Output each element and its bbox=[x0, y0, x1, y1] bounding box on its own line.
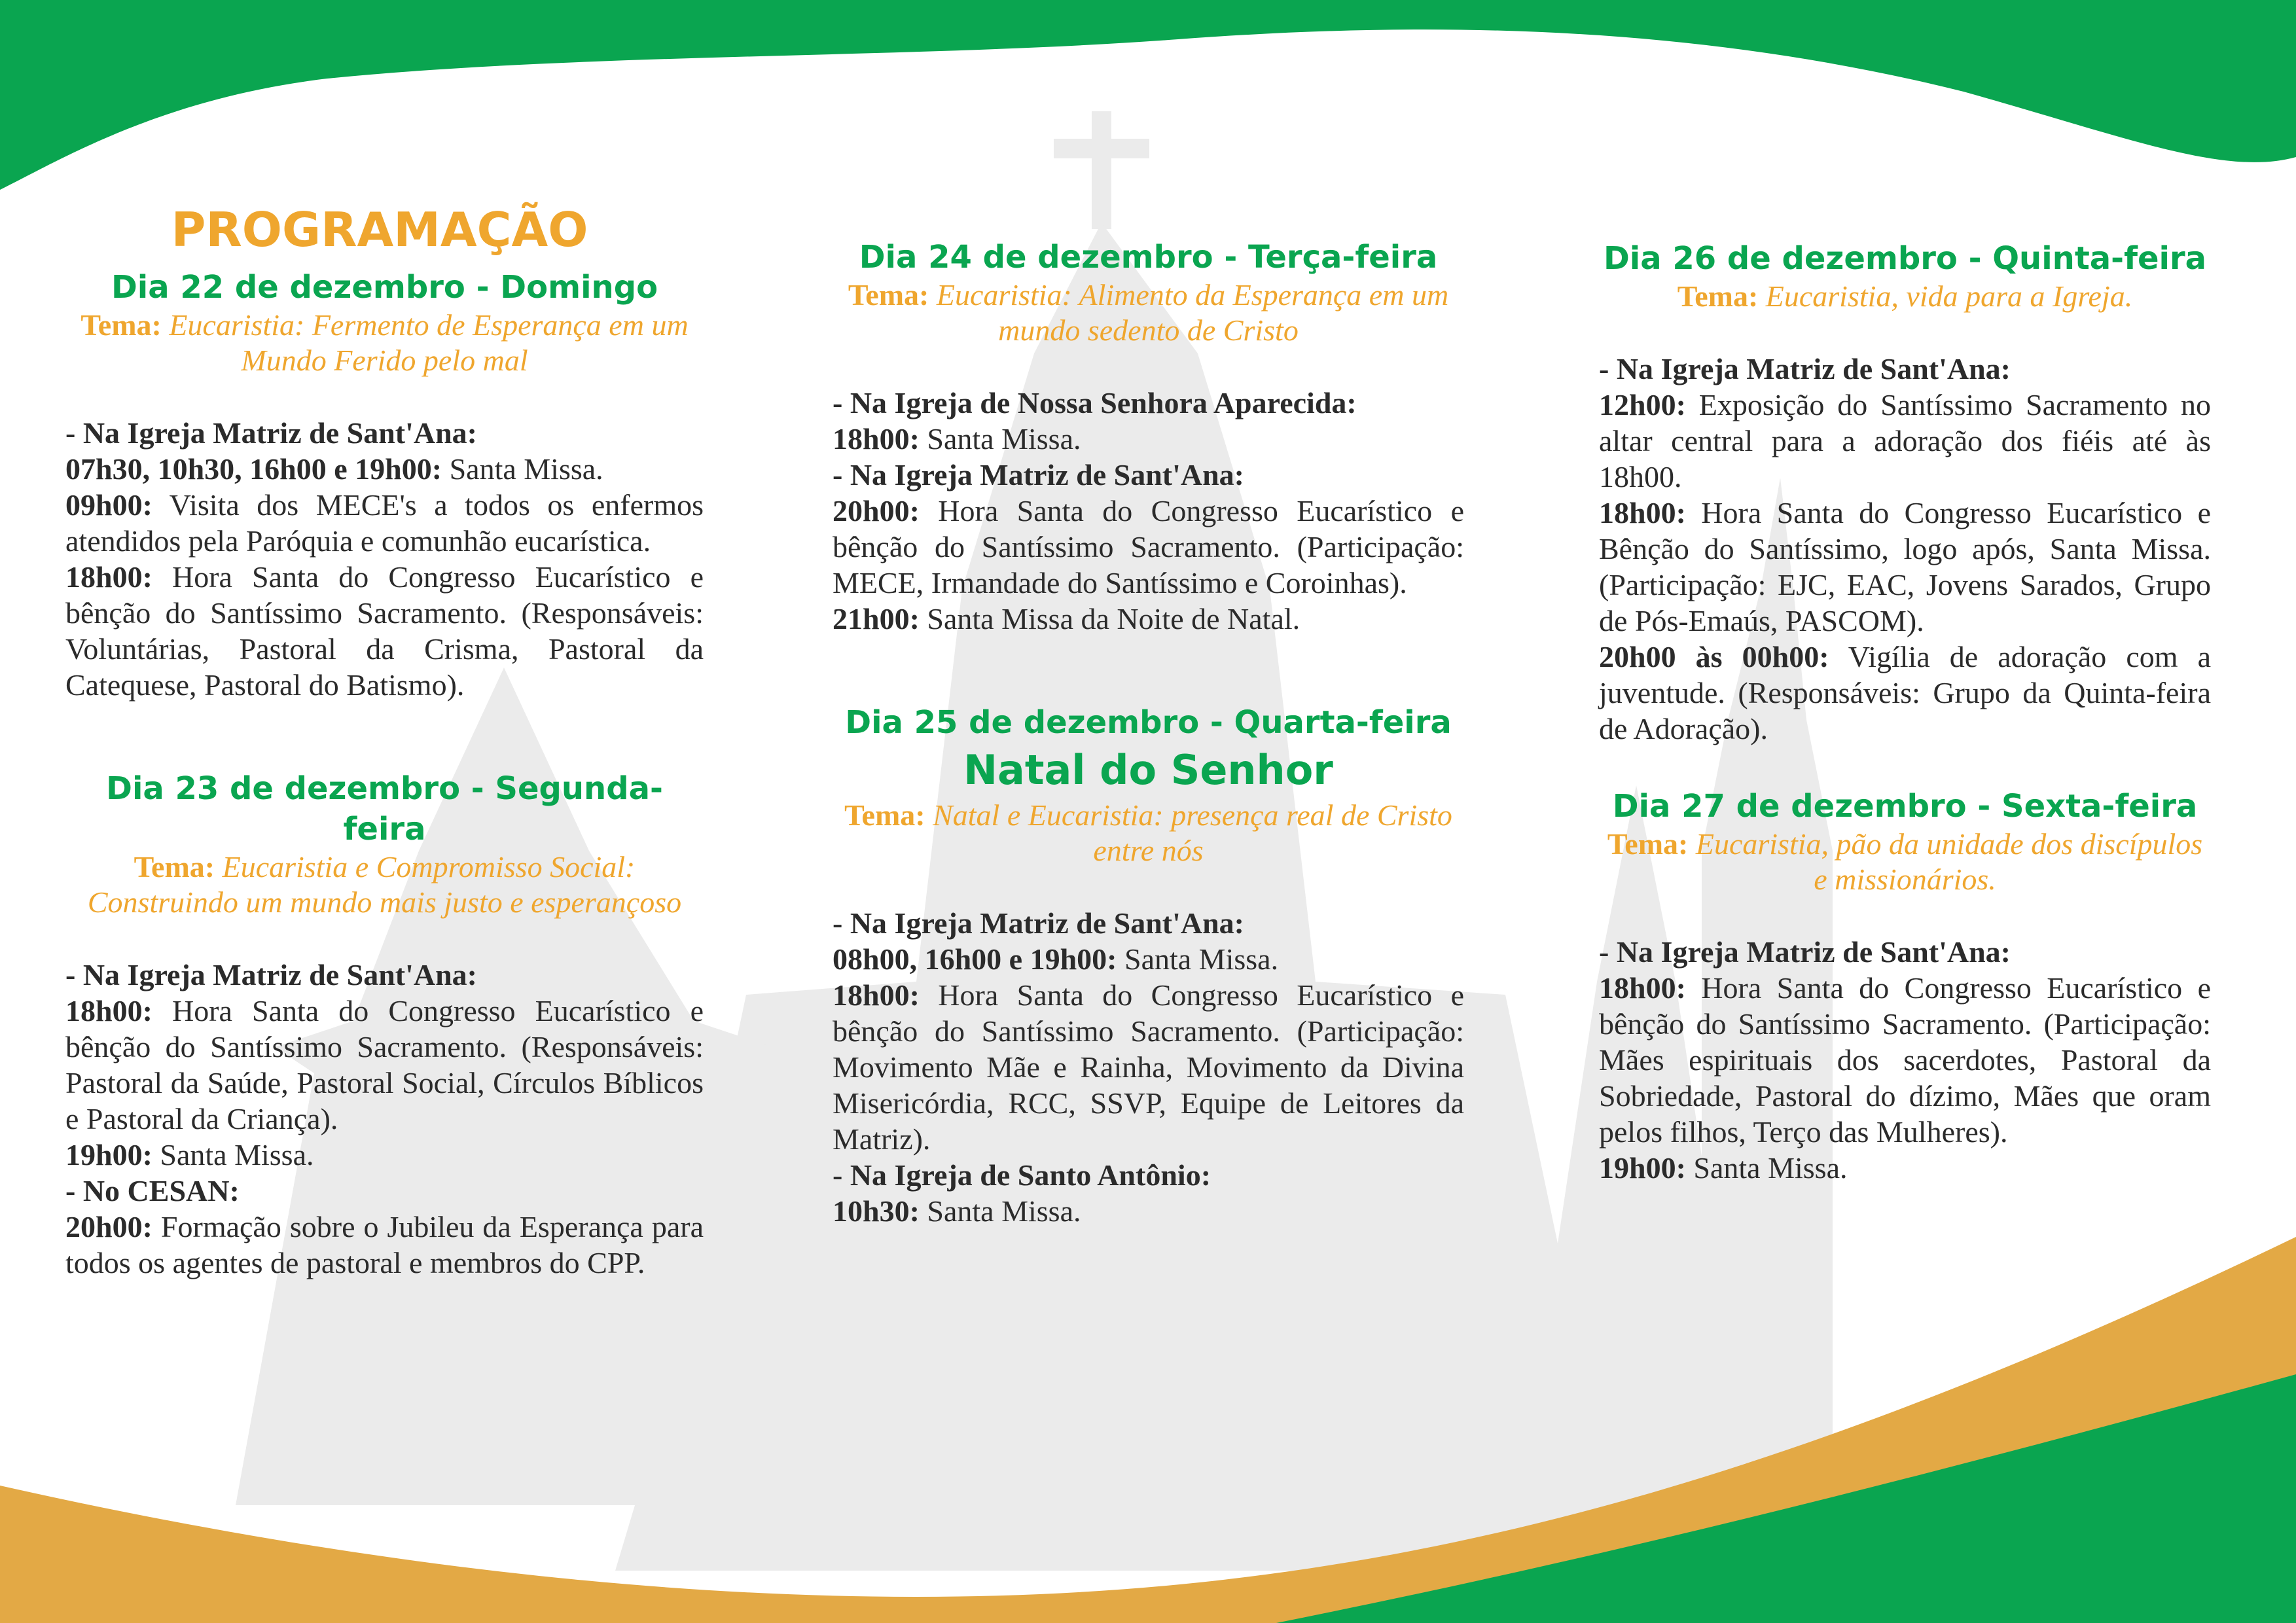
schedule-entry bbox=[833, 601, 1464, 637]
schedule-entry bbox=[1599, 639, 2211, 747]
schedule-entry bbox=[1599, 387, 2211, 495]
entry-text: Santa Missa. bbox=[1685, 1151, 1848, 1185]
entry-time: 10h30: bbox=[833, 1194, 920, 1228]
entry-time: 18h00: bbox=[1599, 971, 1686, 1005]
column-middle bbox=[833, 237, 1464, 1229]
day-heading: Dia 22 de dezembro - Domingo bbox=[111, 269, 658, 306]
theme-text: Natal e Eucaristia: presença real de Cristo entre nós bbox=[933, 798, 1452, 867]
column-right bbox=[1599, 238, 2211, 1186]
schedule-entry bbox=[833, 493, 1464, 601]
day-heading: Dia 24 de dezembro - Terça-feira bbox=[859, 239, 1438, 276]
location-label: - Na Igreja Matriz de Sant'Ana: bbox=[65, 416, 477, 450]
entry-time: 19h00: bbox=[65, 1138, 152, 1171]
day-theme bbox=[65, 849, 704, 920]
top-green-wave bbox=[0, 0, 2296, 190]
schedule-entry bbox=[65, 559, 704, 703]
location-label: - Na Igreja Matriz de Sant'Ana: bbox=[1599, 935, 2011, 969]
schedule-entry bbox=[833, 1193, 1464, 1229]
day-section bbox=[833, 237, 1464, 637]
day-theme bbox=[833, 277, 1464, 348]
schedule-entry bbox=[833, 977, 1464, 1157]
entry-time: 18h00: bbox=[65, 560, 152, 594]
entry-text: Hora Santa do Congresso Eucarístico e Bênção do Santíssimo, logo após, Santa Missa. (Participação: EJC, EAC, Jovens Sarados, Grupo de Pós-Emaús, PASCOM). bbox=[1599, 496, 2211, 637]
entry-text: Santa Missa. bbox=[919, 422, 1081, 455]
theme-text: Eucaristia: Alimento da Esperança em um mundo sedento de Cristo bbox=[936, 278, 1449, 347]
day-theme bbox=[1599, 827, 2211, 897]
theme-label: Tema: bbox=[844, 798, 925, 832]
entry-text: Hora Santa do Congresso Eucarístico e bênção do Santíssimo Sacramento. (Participação: Mães espirituais dos sacerdotes, Pastoral da Sobriedade, Pastoral do dízimo, Mães que oram pelos filhos, Terço das Mulheres). bbox=[1599, 971, 2211, 1149]
entry-text: Hora Santa do Congresso Eucarístico e bênção do Santíssimo Sacramento. (Responsáveis: Pastoral da Saúde, Pastoral Social, Círculos Bíblicos e Pastoral da Criança). bbox=[65, 994, 704, 1135]
schedule-entry bbox=[833, 941, 1464, 977]
day-theme bbox=[65, 308, 704, 378]
theme-label: Tema: bbox=[81, 308, 162, 342]
day-section bbox=[1599, 238, 2211, 747]
day-heading: Dia 25 de dezembro - Quarta-feira bbox=[845, 704, 1452, 741]
theme-text: Eucaristia, vida para a Igreja. bbox=[1765, 279, 2133, 313]
entry-text: Vigília de adoração com a juventude. (Responsáveis: Grupo da Quinta-feira de Adoração). bbox=[1599, 640, 2211, 745]
day-heading: Dia 27 de dezembro - Sexta-feira bbox=[1612, 788, 2198, 825]
day-theme bbox=[1599, 279, 2211, 314]
entry-time: 21h00: bbox=[833, 602, 920, 635]
entry-text: Exposição do Santíssimo Sacramento no altar central para a adoração dos fiéis até às 18h00. bbox=[1599, 388, 2211, 493]
page-title: PROGRAMAÇÃO bbox=[171, 202, 588, 257]
location-label: - Na Igreja de Santo Antônio: bbox=[833, 1158, 1211, 1192]
column-left bbox=[65, 200, 704, 1281]
christmas-subheading: Natal do Senhor bbox=[963, 746, 1333, 794]
entry-text: Hora Santa do Congresso Eucarístico e bênção do Santíssimo Sacramento. (Participação: Movimento Mãe e Rainha, Movimento da Divina Misericórdia, RCC, SSVP, Equipe de Leitores da Matriz). bbox=[833, 978, 1464, 1156]
day-heading: Dia 26 de dezembro - Quinta-feira bbox=[1603, 240, 2207, 277]
entry-time: 08h00, 16h00 e 19h00: bbox=[833, 942, 1117, 976]
entry-time: 18h00: bbox=[65, 994, 152, 1027]
entry-text: Santa Missa. bbox=[919, 1194, 1081, 1228]
day-theme bbox=[833, 798, 1464, 868]
entry-text: Santa Missa. bbox=[152, 1138, 314, 1171]
entry-time: 18h00: bbox=[1599, 496, 1686, 529]
theme-label: Tema: bbox=[1607, 827, 1689, 861]
entry-text: Hora Santa do Congresso Eucarístico e bênção do Santíssimo Sacramento. (Participação: MECE, Irmandade do Santíssimo e Coroinhas). bbox=[833, 494, 1464, 599]
schedule-entry bbox=[1599, 1150, 2211, 1186]
day-section bbox=[833, 702, 1464, 1229]
entry-time: 18h00: bbox=[833, 978, 920, 1012]
schedule-entry bbox=[65, 1137, 704, 1173]
day-section bbox=[65, 768, 704, 1281]
entry-time: 20h00 às 00h00: bbox=[1599, 640, 1829, 673]
entry-time: 12h00: bbox=[1599, 388, 1686, 421]
location-label: - Na Igreja de Nossa Senhora Aparecida: bbox=[833, 386, 1357, 419]
entry-time: 20h00: bbox=[65, 1210, 152, 1243]
schedule-entry bbox=[65, 993, 704, 1137]
entry-text: Santa Missa da Noite de Natal. bbox=[919, 602, 1300, 635]
schedule-entry bbox=[65, 487, 704, 559]
location-label: - Na Igreja Matriz de Sant'Ana: bbox=[1599, 352, 2011, 385]
theme-text: Eucaristia e Compromisso Social: Construindo um mundo mais justo e esperançoso bbox=[87, 850, 682, 919]
entry-time: 09h00: bbox=[65, 488, 152, 522]
entry-time: 07h30, 10h30, 16h00 e 19h00: bbox=[65, 452, 442, 486]
day-section bbox=[65, 267, 704, 703]
theme-label: Tema: bbox=[1677, 279, 1759, 313]
location-label: - Na Igreja Matriz de Sant'Ana: bbox=[833, 458, 1244, 491]
day-section bbox=[1599, 786, 2211, 1186]
entry-text: Santa Missa. bbox=[442, 452, 603, 486]
entry-text: Formação sobre o Jubileu da Esperança para todos os agentes de pastoral e membros do CPP. bbox=[65, 1210, 704, 1279]
schedule-entry bbox=[1599, 970, 2211, 1150]
schedule-entry bbox=[833, 421, 1464, 457]
location-label: - Na Igreja Matriz de Sant'Ana: bbox=[65, 958, 477, 991]
location-label: - Na Igreja Matriz de Sant'Ana: bbox=[833, 906, 1244, 940]
entry-time: 20h00: bbox=[833, 494, 920, 527]
schedule-entry bbox=[65, 451, 704, 487]
theme-label: Tema: bbox=[848, 278, 929, 312]
day-heading: Dia 23 de dezembro - Segunda-feira bbox=[106, 770, 663, 847]
schedule-entry bbox=[65, 1209, 704, 1281]
theme-label: Tema: bbox=[134, 850, 215, 883]
theme-text: Eucaristia: Fermento de Esperança em um Mundo Ferido pelo mal bbox=[169, 308, 689, 377]
entry-text: Visita dos MECE's a todos os enfermos atendidos pela Paróquia e comunhão eucarística. bbox=[65, 488, 704, 558]
entry-text: Hora Santa do Congresso Eucarístico e bênção do Santíssimo Sacramento. (Responsáveis: Voluntárias, Pastoral da Crisma, Pastoral da Catequese, Pastoral do Batismo). bbox=[65, 560, 704, 702]
theme-text: Eucaristia, pão da unidade dos discípulos e missionários. bbox=[1695, 827, 2203, 896]
schedule-entry bbox=[1599, 495, 2211, 639]
entry-text: Santa Missa. bbox=[1117, 942, 1279, 976]
location-label: - No CESAN: bbox=[65, 1174, 240, 1207]
entry-time: 19h00: bbox=[1599, 1151, 1686, 1185]
entry-time: 18h00: bbox=[833, 422, 920, 455]
